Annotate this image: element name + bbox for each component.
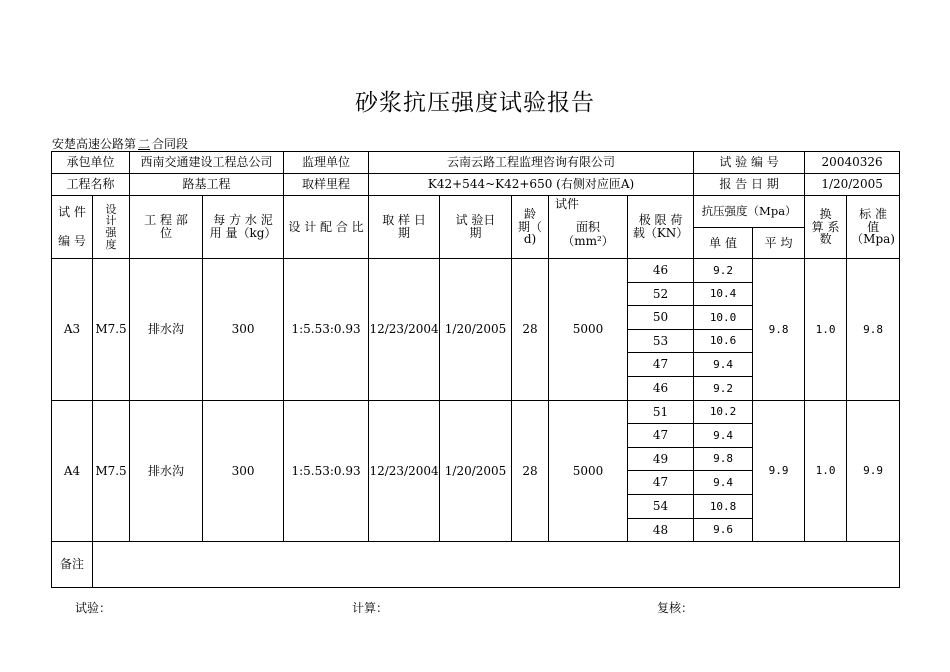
project-label: 工程名称: [52, 174, 130, 196]
strength-cell: 9.4: [694, 471, 753, 495]
section-prefix: 安楚高速公路第: [52, 137, 137, 151]
test-no-value: 20040326: [805, 152, 900, 174]
header-average: 平 均: [753, 228, 805, 259]
remarks-row: [52, 542, 900, 588]
specimen-cell: A4: [52, 400, 93, 542]
remarks-value: [93, 542, 900, 588]
header-sample-date: 取 样 日 期: [369, 196, 440, 259]
strength-cell: 10.2: [694, 400, 753, 424]
header-age: 龄 期（ d): [512, 196, 549, 259]
area-cell: 5000: [549, 259, 628, 401]
report-date-value: 1/20/2005: [805, 174, 900, 196]
test-date-cell: 1/20/2005: [440, 400, 512, 542]
area-cell: 5000: [549, 400, 628, 542]
strength-cell: 9.2: [694, 259, 753, 283]
load-cell: 53: [628, 329, 694, 353]
footer-calculator: 计算：: [352, 601, 389, 615]
report-title: 砂浆抗压强度试验报告: [355, 90, 595, 116]
strength-cell: 9.4: [694, 424, 753, 448]
mileage-value: K42+544~K42+650 (右侧对应匝A): [369, 174, 694, 196]
header-cement: 每 方 水 泥 用 量（kg）: [203, 196, 284, 259]
load-cell: 46: [628, 376, 694, 400]
contractor-label: 承包单位: [52, 152, 130, 174]
header-test-date: 试 验日 期: [440, 196, 512, 259]
load-cell: 48: [628, 518, 694, 542]
average-cell: 9.9: [753, 400, 805, 542]
cement-cell: 300: [203, 259, 284, 401]
header-strength: 抗压强度（Mpa）: [694, 196, 805, 228]
mix-ratio-cell: 1:5.53:0.93: [284, 259, 369, 401]
header-area-top: 试件: [555, 197, 580, 212]
header-area-label: 面积 （mm²）: [562, 220, 614, 248]
header-load: 极 限 荷 载（KN）: [628, 196, 694, 259]
cement-cell: 300: [203, 400, 284, 542]
remarks-label: 备注: [52, 542, 93, 588]
factor-cell: 1.0: [805, 259, 847, 401]
section-number: 二: [138, 137, 151, 151]
age-cell: 28: [512, 400, 549, 542]
header-area: [549, 196, 628, 259]
strength-cell: 10.6: [694, 329, 753, 353]
header-single: 单 值: [694, 228, 753, 259]
info-row-1: [52, 152, 900, 174]
age-cell: 28: [512, 259, 549, 401]
header-factor: 换 算 系 数: [805, 196, 847, 259]
average-cell: 9.8: [753, 259, 805, 401]
load-cell: 54: [628, 494, 694, 518]
mileage-label: 取样里程: [284, 174, 369, 196]
supervisor-label: 监理单位: [284, 152, 369, 174]
strength-cell: 10.4: [694, 282, 753, 306]
footer-tester: 试验：: [75, 601, 112, 615]
report-table: [51, 151, 900, 588]
contractor-value: 西南交通建设工程总公司: [130, 152, 284, 174]
load-cell: 50: [628, 306, 694, 330]
header-row-1: [52, 196, 900, 228]
load-cell: 47: [628, 424, 694, 448]
test-date-cell: 1/20/2005: [440, 259, 512, 401]
strength-cell: 10.0: [694, 306, 753, 330]
load-cell: 47: [628, 353, 694, 377]
load-cell: 49: [628, 447, 694, 471]
header-standard: 标 准 值 （Mpa): [847, 196, 900, 259]
info-row-2: [52, 174, 900, 196]
load-cell: 51: [628, 400, 694, 424]
header-location: 工 程 部 位: [130, 196, 203, 259]
load-cell: 47: [628, 471, 694, 495]
load-cell: 52: [628, 282, 694, 306]
specimen-cell: A3: [52, 259, 93, 401]
mix-ratio-cell: 1:5.53:0.93: [284, 400, 369, 542]
table-row: [52, 259, 900, 283]
strength-cell: 9.6: [694, 518, 753, 542]
footer-reviewer: 复核：: [657, 601, 694, 615]
supervisor-value: 云南云路工程监理咨询有限公司: [369, 152, 694, 174]
load-cell: 46: [628, 259, 694, 283]
strength-cell: 9.2: [694, 376, 753, 400]
section-suffix: 合同段: [152, 137, 189, 151]
contract-section: [52, 135, 188, 152]
header-specimen-no: 试 件 编 号: [52, 196, 93, 259]
factor-cell: 1.0: [805, 400, 847, 542]
grade-cell: M7.5: [93, 400, 130, 542]
sample-date-cell: 12/23/2004: [369, 400, 440, 542]
standard-cell: 9.8: [847, 259, 900, 401]
header-mix-ratio: 设 计 配 合 比: [284, 196, 369, 259]
location-cell: 排水沟: [130, 259, 203, 401]
project-value: 路基工程: [130, 174, 284, 196]
test-no-label: 试 验 编 号: [694, 152, 805, 174]
header-design-strength: 设 计 强 度: [93, 196, 130, 259]
sample-date-cell: 12/23/2004: [369, 259, 440, 401]
location-cell: 排水沟: [130, 400, 203, 542]
table-row: [52, 400, 900, 424]
report-date-label: 报 告 日 期: [694, 174, 805, 196]
standard-cell: 9.9: [847, 400, 900, 542]
strength-cell: 10.8: [694, 494, 753, 518]
strength-cell: 9.4: [694, 353, 753, 377]
grade-cell: M7.5: [93, 259, 130, 401]
strength-cell: 9.8: [694, 447, 753, 471]
